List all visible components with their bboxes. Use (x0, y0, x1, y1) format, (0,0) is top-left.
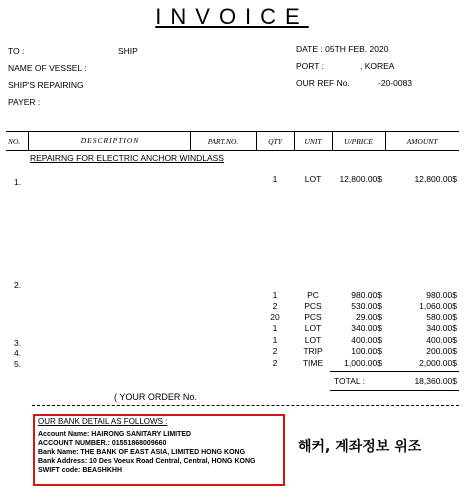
row-price: 1,000.00$ (344, 358, 382, 368)
port-label: PORT : (296, 61, 325, 71)
row-price: 400.00$ (351, 335, 382, 345)
item-number: 2. (14, 280, 22, 290)
row-amount: 580.00$ (426, 312, 457, 322)
invoice-title: INVOICE (155, 4, 309, 29)
col-header-unit: UNIT (304, 137, 322, 146)
item-number: 4. (14, 348, 22, 358)
row-amount: 1,060.00$ (419, 301, 457, 311)
vessel-label: NAME OF VESSEL : (8, 63, 87, 73)
row-price: 530.00$ (351, 301, 382, 311)
row-amount: 12,800.00$ (414, 174, 457, 184)
row-price: 980.00$ (351, 290, 382, 300)
col-header-unit-price: U/PRICE (344, 137, 373, 146)
row-qty: 1 (272, 323, 278, 333)
to-label: TO : (8, 46, 25, 56)
row-unit: PCS (304, 312, 322, 322)
row-amount: 400.00$ (426, 335, 457, 345)
payer-label: PAYER : (8, 97, 41, 107)
bank-name: Bank Name: THE BANK OF EAST ASIA, LIMITED HONG KONG (38, 449, 246, 456)
row-qty: 1 (272, 335, 278, 345)
bank-account-number: ACCOUNT NUMBER.: 01551868009660 (38, 440, 167, 447)
ref-label: OUR REF No. (296, 78, 350, 88)
row-price: 340.00$ (351, 323, 382, 333)
ref-value: -20-0083 (378, 78, 413, 88)
item-number: 3. (14, 338, 22, 348)
row-amount: 200.00$ (426, 346, 457, 356)
total-value: 18,360.00$ (414, 376, 457, 386)
col-divider (28, 131, 29, 150)
row-qty: 1 (272, 290, 278, 300)
col-header-amount: AMOUNT (406, 137, 438, 146)
port-value: , KOREA (360, 61, 395, 71)
total-top-rule (330, 371, 459, 372)
to-value: SHIP (118, 46, 138, 56)
section-title: REPAIRNG FOR ELECTRIC ANCHOR WINDLASS (30, 153, 224, 163)
row-amount: 2,000.00$ (419, 358, 457, 368)
col-header-description: DESCRIPTION (80, 136, 140, 145)
row-qty: 20 (270, 312, 280, 322)
table-header-rule (6, 150, 459, 151)
row-unit: PCS (304, 301, 322, 311)
date-text: DATE : 05TH FEB. 2020 (296, 44, 389, 54)
col-header-part-no: PART.NO. (207, 137, 239, 146)
row-qty: 2 (272, 346, 278, 356)
row-unit: TRIP (303, 346, 323, 356)
row-unit: LOT (304, 335, 322, 345)
fraud-annotation: 해커, 계좌정보 위조 (298, 439, 422, 455)
col-header-qty: QTY (268, 137, 282, 146)
item-number: 1. (14, 177, 22, 187)
order-note: ( YOUR ORDER No. (114, 392, 197, 402)
row-unit: LOT (304, 323, 322, 333)
bank-heading: OUR BANK DETAIL AS FOLLOWS : (38, 417, 168, 426)
bank-account-name: Account Name: HAIRONG SANITARY LIMITED (38, 431, 192, 438)
bank-swift: SWIFT code: BEASHKHH (38, 467, 122, 474)
row-qty: 1 (272, 174, 278, 184)
row-qty: 2 (272, 358, 278, 368)
bottom-rule (32, 405, 459, 406)
total-bottom-rule (330, 390, 459, 391)
row-amount: 980.00$ (426, 290, 457, 300)
bank-address: Bank Address: 10 Des Voeux Road Central, Central, HONG KONG (38, 458, 256, 465)
item-number: 5. (14, 359, 22, 369)
row-unit: PC (307, 290, 319, 300)
table-top-rule (6, 131, 459, 132)
row-price: 100.00$ (351, 346, 382, 356)
col-header-no: NO. (8, 137, 21, 146)
row-unit: LOT (304, 174, 322, 184)
row-amount: 340.00$ (426, 323, 457, 333)
repairing-label: SHIP'S REPAIRING (8, 80, 84, 90)
row-price: 12,800.00$ (339, 174, 382, 184)
row-price: 29.00$ (356, 312, 382, 322)
row-qty: 2 (272, 301, 278, 311)
total-label: TOTAL : (334, 376, 366, 386)
row-unit: TIME (302, 358, 324, 368)
